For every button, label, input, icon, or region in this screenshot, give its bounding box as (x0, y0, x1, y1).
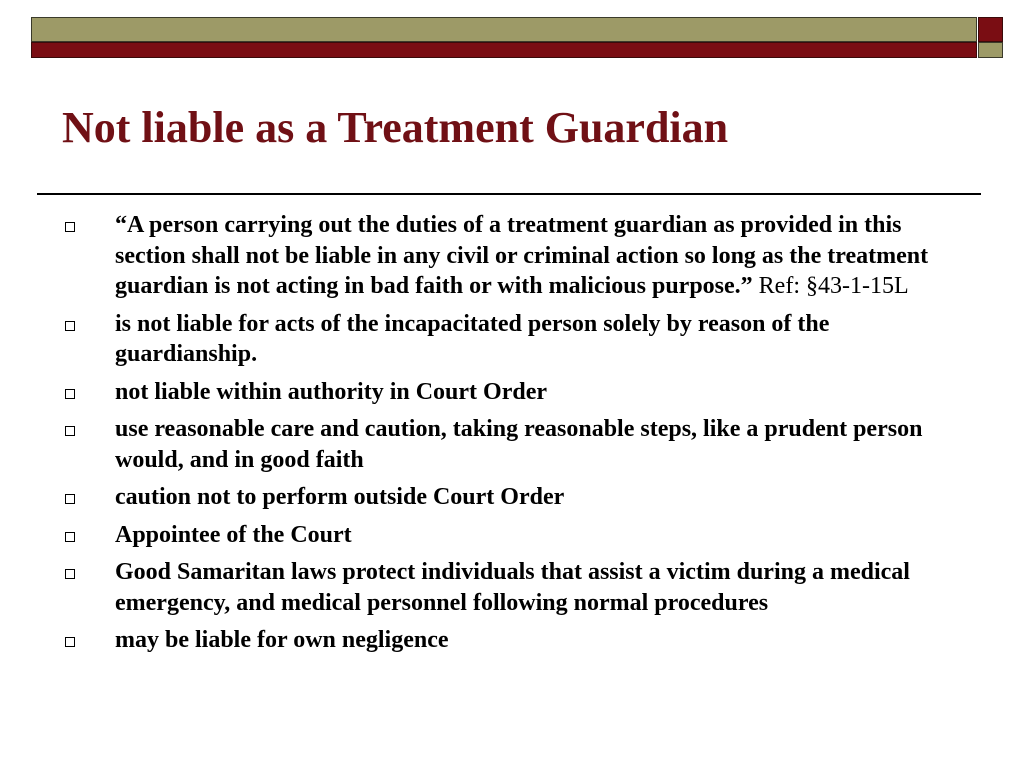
title-divider (37, 193, 981, 195)
header-maroon-square (978, 17, 1003, 42)
bullet-list (62, 210, 972, 663)
bullet-item (62, 414, 972, 475)
bullet-reference: Ref: §43-1-15L (752, 273, 909, 299)
header-olive-bar (31, 17, 977, 42)
bullet-item (62, 557, 972, 618)
slide-title: Not liable as a Treatment Guardian (62, 103, 729, 152)
bullet-item (62, 520, 972, 551)
bullet-text: is not liable for acts of the incapacitated person solely by reason of the guardianship. (115, 310, 830, 367)
bullet-text: Good Samaritan laws protect individuals that assist a victim during a medical emergency, and medical personnel following normal procedures (115, 559, 910, 616)
hollow-square-bullet-icon (65, 321, 75, 331)
bullet-item (62, 482, 972, 513)
bullet-item (62, 377, 972, 408)
bullet-item-quote (62, 210, 972, 302)
hollow-square-bullet-icon (65, 389, 75, 399)
bullet-text: not liable within authority in Court Order (115, 378, 548, 405)
hollow-square-bullet-icon (65, 532, 75, 542)
hollow-square-bullet-icon (65, 637, 75, 647)
hollow-square-bullet-icon (65, 569, 75, 579)
bullet-item (62, 309, 972, 370)
header-olive-square (978, 42, 1003, 58)
bullet-text: may be liable for own negligence (115, 627, 449, 653)
header-maroon-bar (31, 42, 977, 58)
bullet-text: caution not to perform outside Court Order (115, 484, 565, 510)
hollow-square-bullet-icon (65, 426, 75, 436)
bullet-text: “A person carrying out the duties of a treatment guardian as provided in this section shall not be liable in any civil or criminal action so long as the treatment guardian is not acting in bad faith or with malicious purpose.” (115, 212, 929, 299)
bullet-item (62, 625, 972, 656)
hollow-square-bullet-icon (65, 494, 75, 504)
hollow-square-bullet-icon (65, 222, 75, 232)
bullet-text: use reasonable care and caution, taking reasonable steps, like a prudent person would, and in good faith (115, 416, 923, 473)
bullet-text: Appointee of the Court (115, 521, 352, 548)
